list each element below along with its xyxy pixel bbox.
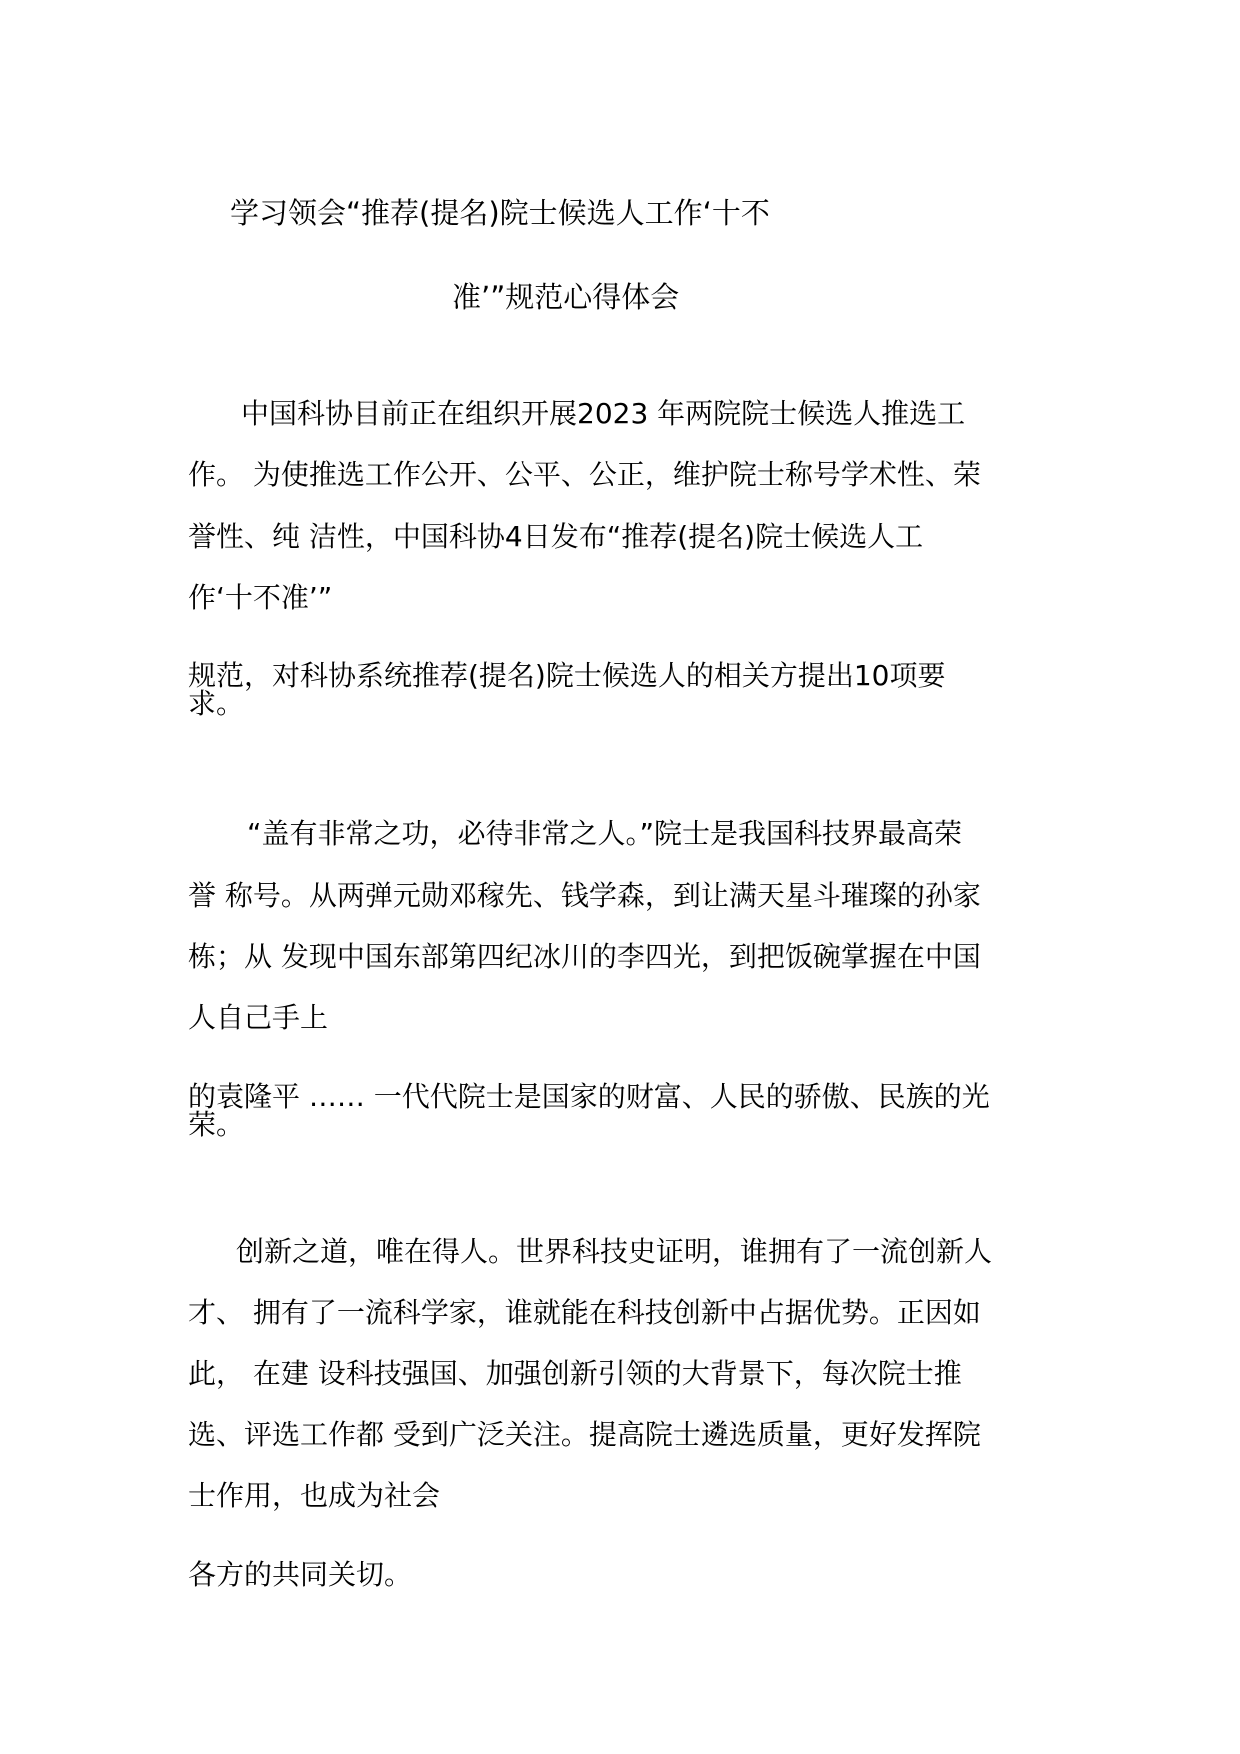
paragraph-line: 创新之道，唯在得人。世界科技史证明，谁拥有了一流创新人 (236, 1235, 993, 1268)
paragraph-line: 作。 为使推选工作公开、公平、公正，维护院士称号学术性、荣 (188, 458, 981, 491)
paragraph-line: 中国科协目前正在组织开展2023 年两院院士候选人推选工 (241, 397, 966, 430)
paragraph-line: 各方的共同关切。 (188, 1558, 413, 1591)
paragraph-line: 求。 (188, 687, 245, 720)
paragraph-line: 人自己手上 (188, 1001, 329, 1034)
paragraph-line: 选、评选工作都 受到广泛关注。提高院士遴选质量，更好发挥院 (188, 1418, 981, 1451)
paragraph-line: 的袁隆平 …… 一代代院士是国家的财富、人民的骄傲、民族的光 (188, 1080, 990, 1113)
document-title-line-1: 学习领会“推荐(提名)院士候选人工作‘十不 (230, 196, 770, 230)
paragraph-line: 栋；从 发现中国东部第四纪冰川的李四光，到把饭碗掌握在中国 (188, 940, 981, 973)
document-title-line-2: 准’”规范心得体会 (452, 280, 680, 314)
paragraph-line: 才、 拥有了一流科学家，谁就能在科技创新中占据优势。正因如 (188, 1296, 981, 1329)
paragraph-line: 此， 在建 设科技强国、加强创新引领的大背景下，每次院士推 (188, 1357, 962, 1390)
paragraph-line: “盖有非常之功，必待非常之人。”院士是我国科技界最高荣 (247, 817, 963, 850)
paragraph-line: 士作用，也成为社会 (188, 1479, 441, 1512)
paragraph-line: 作‘十不准’” (188, 581, 333, 614)
paragraph-line: 规范，对科协系统推荐(提名)院士候选人的相关方提出10项要 (188, 659, 946, 692)
paragraph-line: 誉性、纯 洁性，中国科协4日发布“推荐(提名)院士候选人工 (188, 520, 924, 553)
paragraph-line: 荣。 (188, 1108, 245, 1141)
paragraph-line: 誉 称号。从两弹元勋邓稼先、钱学森，到让满天星斗璀璨的孙家 (188, 879, 981, 912)
